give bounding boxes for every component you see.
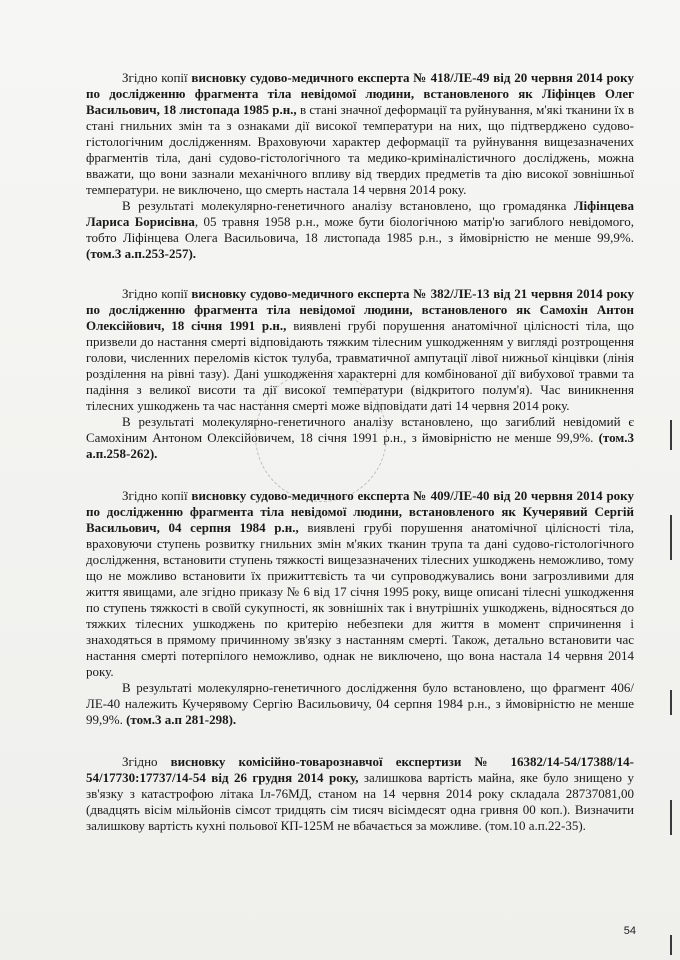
paragraph-7: Згідно висновку комісійно-товарознавчої експертизи № 16382/14-54/17388/14-54/17730:17737/14-54 від 26 грудня 2014 року, залишкова вартість майна, яке було знищено у зв'язку з катастрофою літака Іл-76МД, станом на 14 червня 2014 року складала 28737081,00 (двадцять вісім мільйонів сімсот тридцять сім тисяч вісімдесят одна гривня 00 коп.). Визначити залишкову вартість кухні польової КП-125М не вбачається за можливе. (том.10 а.п.22-35).: [86, 754, 634, 833]
scan-edge-mark: [670, 800, 672, 835]
volume-reference: (том.3 а.п.258-262).: [86, 430, 634, 461]
section-kucheriavyi: [86, 488, 634, 728]
paragraph-4: В результаті молекулярно-генетичного аналізу встановлено, що загиблий невідомий є Самохіним Антоном Олексійовичем, 18 січня 1991 р.н., з ймовірністю не менше 99,9%. (том.3 а.п.258-262).: [86, 414, 634, 461]
paragraph-3: Згідно копії висновку судово-медичного експерта № 382/ЛЕ-13 від 21 червня 2014 року по дослідженню фрагмента тіла невідомої людини, встановленого як Самохін Антон Олексійович, 18 січня 1991 р.н., виявлені грубі порушення анатомічної цілісності тіла, що призвели до настання смерті відповідають тяжким тілесним ушкодженням у вигляді розтрощення голови, численних переломів кісток тулуба, травматичної ампутації лівої нижньої кінцівки (лінія розділення на рівні тазу). Дані ушкодження характерні для комбінованої дії вибухової травми та падіння з великої висоти та дії високої температури (відкритого полум'я). Час виникнення тілесних ушкоджень та час настання смерті може відповідати даті 14 червня 2014 року.: [86, 286, 634, 413]
paragraph-2: В результаті молекулярно-генетичного аналізу встановлено, що громадянка Ліфінцева Лариса Борисівна, 05 травня 1958 р.н., може бути біологічною матір'ю загиблого невідомого, тобто Ліфінцева Олега Васильовича, 18 листопада 1985 р.н., з ймовірністю не менше 99,9%. (том.3 а.п.253-257).: [86, 198, 634, 261]
expert-conclusion-382: висновку судово-медичного експерта № 382/ЛЕ-13 від 21 червня 2014 року по дослідженню фрагмента тіла невідомої людини, встановленого як Самохін Антон Олексійович, 18 січня 1991 р.н.,: [86, 286, 634, 333]
commodity-expertise-conclusion: висновку комісійно-товарознавчої експертизи № 16382/14-54/17388/14-54/17730:17737/14-54 від 26 грудня 2014 року,: [86, 754, 634, 785]
section-commodity-expertise: [86, 754, 634, 834]
expert-conclusion-409: висновку судово-медичного експерта № 409/ЛЕ-40 від 20 червня 2014 року по дослідженню фрагмента тіла невідомої людини, встановленого як Кучерявий Сергій Васильович, 04 серпня 1984 р.н.,: [86, 488, 634, 535]
expert-conclusion-418: висновку судово-медичного експерта № 418/ЛЕ-49 від 20 червня 2014 року по дослідженню фрагмента тіла невідомої людини, встановленого як Ліфінцев Олег Васильович, 18 листопада 1985 р.н.,: [86, 70, 634, 117]
scan-edge-mark: [670, 420, 672, 450]
page-number: 54: [623, 925, 636, 937]
scan-edge-mark: [670, 935, 672, 955]
paragraph-1: Згідно копії висновку судово-медичного експерта № 418/ЛЕ-49 від 20 червня 2014 року по дослідженню фрагмента тіла невідомої людини, встановленого як Ліфінцев Олег Васильович, 18 листопада 1985 р.н., в стані значної деформації та руйнування, м'які тканини їх в стані гнильних змін та з ознаками дії високої температури на них, що підтверджено судово-гістологічним дослідженням. Враховуючи характер деформації та руйнування вищезазначених фрагментів тіла, дані судово-гістологічного та медико-криміналістичного досліджень, можна вважати, що вони зазнали механічного впливу від твердих предметів та дію високої зовнішньої температури. не виключено, що смерть настала 14 червня 2014 року.: [86, 70, 634, 197]
section-lifintsev: [86, 70, 634, 262]
volume-reference: (том.3 а.п.253-257).: [86, 246, 197, 261]
scan-edge-mark: [670, 515, 672, 560]
volume-reference: (том.3 а.п 281-298).: [126, 712, 237, 727]
paragraph-6: В результаті молекулярно-генетичного дослідження було встановлено, що фрагмент 406/ЛЕ-40 належить Кучерявому Сергію Васильовичу, 04 серпня 1984 р.н., з ймовірністю не менше 99,9%. (том.3 а.п 281-298).: [86, 680, 634, 727]
scan-edge-mark: [670, 690, 672, 715]
paragraph-5: Згідно копії висновку судово-медичного експерта № 409/ЛЕ-40 від 20 червня 2014 року по дослідженню фрагмента тіла невідомої людини, встановленого як Кучерявий Сергій Васильович, 04 серпня 1984 р.н., виявлені грубі порушення анатомічної цілісності тіла, враховуючи ступень розвитку гнильних змін м'яких тканин трупа та дані судово-гістологічного дослідження, встановити ступень тяжкості вищезазначених тілесних ушкоджень неможливо, тому що не можливо встановити їх прижиттєвість та чи супроводжувались вони загрозливими для життя явищами, але згідно приказу № 6 від 17 січня 1995 року, вище описані тілесні ушкодження по ступень тяжкості в своїй сукупності, як зовнішніх так і внутрішніх ушкоджень, відносяться до тяжких тілесних ушкоджень по критерію небезпеки для життя в момент спричинення і знаходяться в прямому причинному зв'язку з настанням смерті. Також, детально встановити час настання смерті потерпілого неможливо, однак не виключено, що вона настала 14 червня 2014 року.: [86, 488, 635, 679]
